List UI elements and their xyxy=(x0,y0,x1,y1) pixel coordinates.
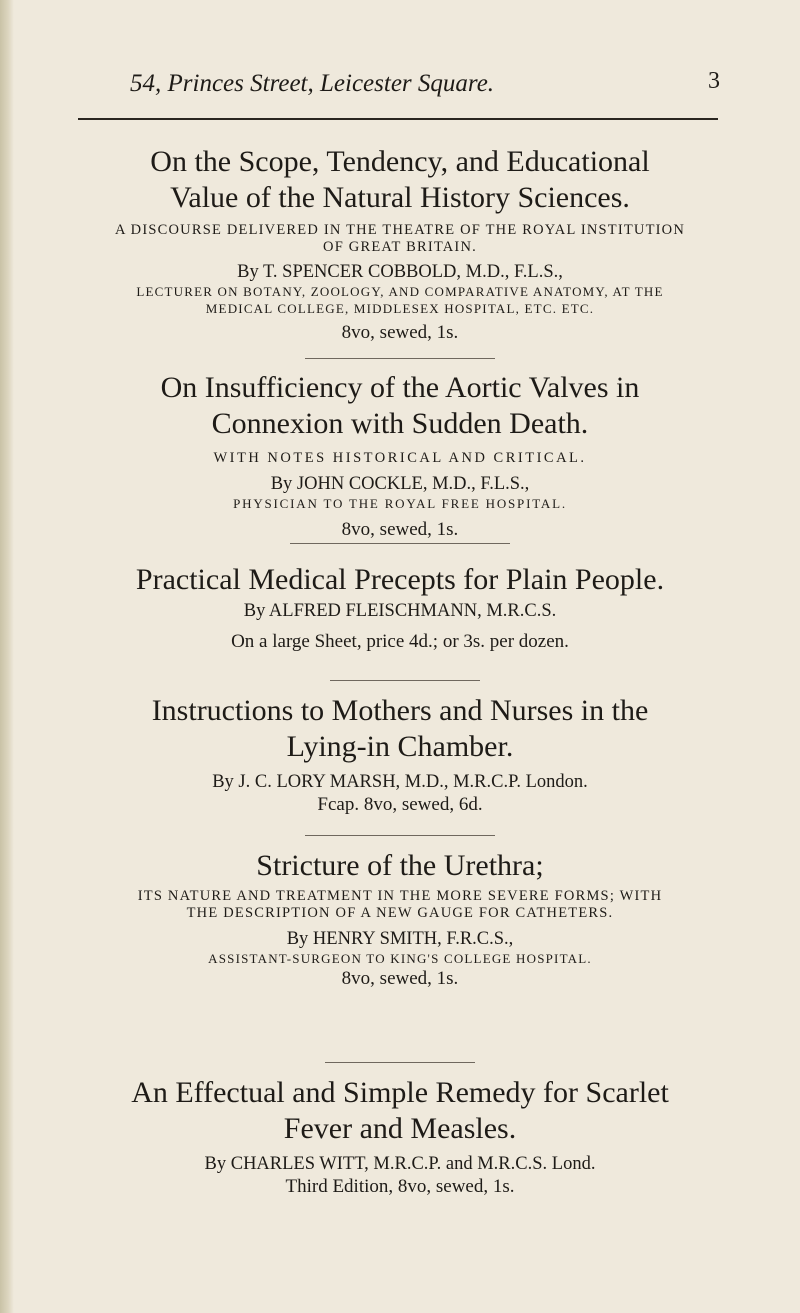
book-title-line: Instructions to Mothers and Nurses in the xyxy=(151,694,649,727)
book-author: By CHARLES WITT, M.R.C.P. and M.R.C.S. Lond. xyxy=(204,1154,596,1174)
author-affiliation-line: LECTURER ON BOTANY, ZOOLOGY, AND COMPARATIVE ANATOMY, AT THE xyxy=(136,284,664,299)
running-head: 54, Princes Street, Leicester Square. xyxy=(130,70,495,97)
book-title-line: Value of the Natural History Sciences. xyxy=(170,181,630,214)
book-author: By ALFRED FLEISCHMANN, M.R.C.S. xyxy=(243,601,557,621)
book-author: By T. SPENCER COBBOLD, M.D., F.L.S., xyxy=(237,262,563,282)
book-format-price: Third Edition, 8vo, sewed, 1s. xyxy=(285,1176,515,1197)
book-title-line: Fever and Measles. xyxy=(283,1112,517,1145)
book-subtitle-line: ITS NATURE AND TREATMENT IN THE MORE SEVERE FORMS; WITH xyxy=(137,888,663,904)
entry-separator xyxy=(325,1062,475,1063)
book-entry xyxy=(0,693,800,816)
book-author: By HENRY SMITH, F.R.C.S., xyxy=(286,929,514,949)
book-subtitle-line: THE DESCRIPTION OF A NEW GAUGE FOR CATHETERS. xyxy=(186,905,614,921)
entry-separator xyxy=(290,543,510,544)
page-header xyxy=(100,70,740,100)
book-format-price: 8vo, sewed, 1s. xyxy=(341,322,459,343)
author-affiliation-line: MEDICAL COLLEGE, MIDDLESEX HOSPITAL, ETC. ETC. xyxy=(205,301,595,316)
book-subtitle-line: OF GREAT BRITAIN. xyxy=(323,239,477,255)
book-entry xyxy=(0,848,800,990)
book-entry xyxy=(0,144,800,344)
author-affiliation-line: PHYSICIAN TO THE ROYAL FREE HOSPITAL. xyxy=(233,496,567,511)
author-affiliation-line: ASSISTANT-SURGEON TO KING'S COLLEGE HOSPITAL. xyxy=(208,951,592,966)
book-author: By J. C. LORY MARSH, M.D., M.R.C.P. London. xyxy=(212,772,588,792)
book-entry xyxy=(0,370,800,541)
entry-separator xyxy=(330,680,480,681)
book-title-line: Stricture of the Urethra; xyxy=(256,849,544,882)
book-format-price: 8vo, sewed, 1s. xyxy=(341,519,459,540)
book-author: By JOHN COCKLE, M.D., F.L.S., xyxy=(270,474,530,494)
book-format-price: 8vo, sewed, 1s. xyxy=(341,968,459,989)
book-title-line: Practical Medical Precepts for Plain People. xyxy=(135,563,665,596)
book-title-line: On the Scope, Tendency, and Educational xyxy=(150,145,650,178)
page-number: 3 xyxy=(708,68,720,94)
book-entry xyxy=(0,562,800,653)
book-subtitle-line: A DISCOURSE DELIVERED IN THE THEATRE OF THE ROYAL INSTITUTION xyxy=(114,222,686,238)
book-title-line: Lying-in Chamber. xyxy=(286,730,514,763)
book-format-price: Fcap. 8vo, sewed, 6d. xyxy=(317,794,483,815)
header-rule xyxy=(78,118,718,120)
entry-separator xyxy=(305,835,495,836)
book-title-line: An Effectual and Simple Remedy for Scarlet xyxy=(131,1076,669,1109)
book-format-price: On a large Sheet, price 4d.; or 3s. per dozen. xyxy=(231,631,569,652)
book-entry xyxy=(0,1075,800,1198)
book-title-line: Connexion with Sudden Death. xyxy=(211,407,589,440)
book-subtitle-line: WITH NOTES HISTORICAL AND CRITICAL. xyxy=(213,450,587,466)
entry-separator xyxy=(305,358,495,359)
book-title-line: On Insufficiency of the Aortic Valves in xyxy=(160,371,640,404)
